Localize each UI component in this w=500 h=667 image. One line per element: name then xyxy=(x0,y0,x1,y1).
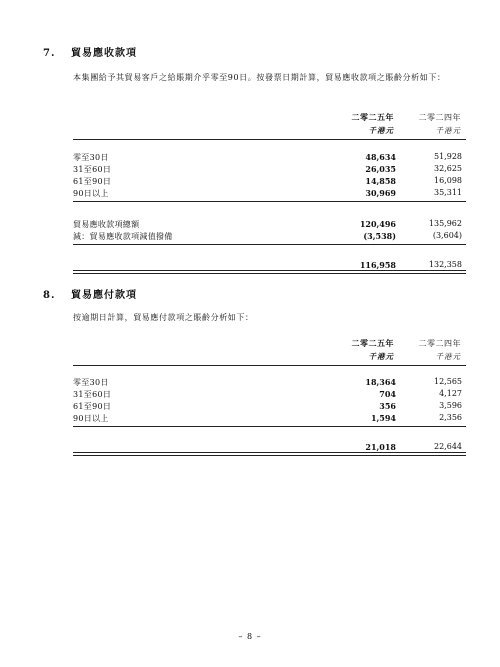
header-current-year: 二零二五年 xyxy=(351,338,394,348)
total-prior-value: 132,358 xyxy=(428,260,462,269)
row-current-value: 18,364 xyxy=(365,377,396,387)
row-prior-value: 2,356 xyxy=(439,413,462,422)
total-current-value: 116,958 xyxy=(359,260,396,270)
total-current-value: 21,018 xyxy=(365,442,396,452)
table-row xyxy=(73,219,466,230)
section-title: 貿易應收款項 xyxy=(71,48,137,59)
header-current-year: 二零二五年 xyxy=(351,112,394,122)
section-7-heading xyxy=(43,44,137,59)
row-current-value: 48,634 xyxy=(365,152,396,162)
row-current-value: 1,594 xyxy=(370,413,396,423)
row-current-value: 120,496 xyxy=(359,219,396,229)
row-label: 零至30日 xyxy=(73,153,109,162)
section-8-paragraph: 按逾期日計算，貿易應付款項之賬齡分析如下： xyxy=(73,313,254,322)
section-number: 7. xyxy=(43,48,56,59)
table-rule xyxy=(73,426,466,427)
row-prior-value: 16,098 xyxy=(434,176,462,185)
row-prior-value: 3,596 xyxy=(439,401,462,410)
table-row xyxy=(73,176,466,187)
row-prior-value: 4,127 xyxy=(439,389,462,398)
table-row xyxy=(73,188,466,199)
header-prior-year: 二零二四年 xyxy=(418,113,461,122)
table-row xyxy=(73,164,466,175)
section-8-heading xyxy=(43,286,137,301)
table-row xyxy=(73,152,466,163)
table-row xyxy=(73,377,466,388)
row-label: 31至60日 xyxy=(73,390,112,399)
section-number: 8. xyxy=(43,290,56,301)
row-label: 零至30日 xyxy=(73,378,109,387)
table-row xyxy=(73,231,466,242)
table-double-rule xyxy=(73,270,466,274)
row-label: 90日以上 xyxy=(73,189,109,198)
row-prior-value: (3,604) xyxy=(432,231,462,240)
table-rule xyxy=(73,244,466,245)
row-label: 90日以上 xyxy=(73,414,109,423)
unit-current: 千港元 xyxy=(368,126,394,135)
table-row xyxy=(73,401,466,412)
row-current-value: 30,969 xyxy=(365,188,396,198)
section-7-paragraph: 本集團給予其貿易客戶之給賬期介乎零至90日。按發票日期計算，貿易應收款項之賬齡分析如下： xyxy=(73,73,446,82)
row-current-value: (3,538) xyxy=(363,231,396,241)
row-prior-value: 35,311 xyxy=(434,188,462,197)
total-prior-value: 22,644 xyxy=(434,442,462,451)
row-current-value: 704 xyxy=(379,389,396,399)
row-label: 61至90日 xyxy=(73,402,112,411)
row-label: 31至60日 xyxy=(73,165,112,174)
table-rule xyxy=(73,365,466,366)
table-row xyxy=(73,389,466,400)
table-rule xyxy=(73,201,466,202)
row-current-value: 14,858 xyxy=(365,176,396,186)
row-current-value: 26,035 xyxy=(365,164,396,174)
row-prior-value: 51,928 xyxy=(434,152,462,161)
header-prior-year: 二零二四年 xyxy=(418,339,461,348)
unit-prior: 千港元 xyxy=(435,126,461,135)
unit-current: 千港元 xyxy=(368,352,394,361)
row-prior-value: 32,625 xyxy=(434,164,462,173)
table-rule xyxy=(73,139,466,140)
row-label: 61至90日 xyxy=(73,177,112,186)
table-double-rule xyxy=(73,452,466,456)
row-prior-value: 12,565 xyxy=(434,377,462,386)
row-current-value: 356 xyxy=(379,401,396,411)
row-prior-value: 135,962 xyxy=(428,219,462,228)
unit-prior: 千港元 xyxy=(435,352,461,361)
section-title: 貿易應付款項 xyxy=(71,290,137,301)
row-label: 減：貿易應收款項減值撥備 xyxy=(73,232,173,241)
table-row xyxy=(73,413,466,424)
page-number: – 8 – xyxy=(238,632,262,641)
row-label: 貿易應收款項總額 xyxy=(73,220,140,229)
